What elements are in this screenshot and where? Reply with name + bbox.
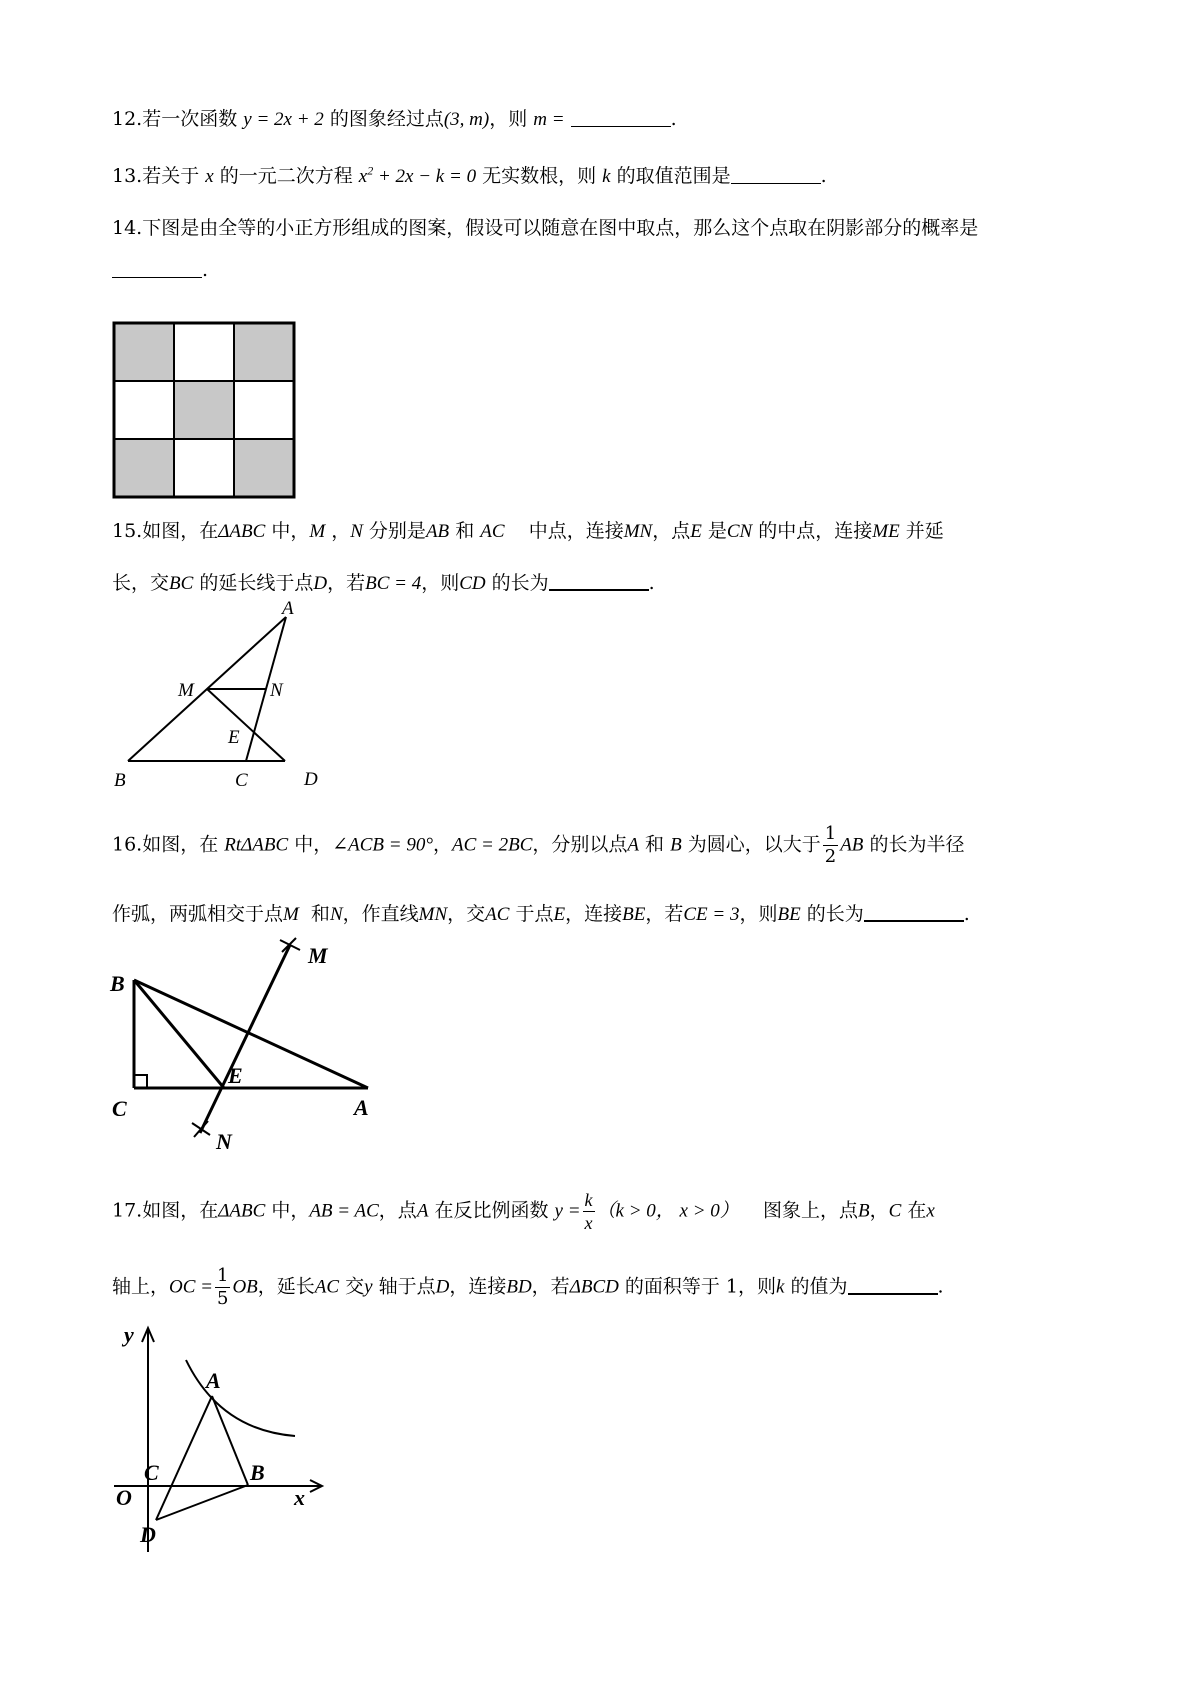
q13-number: 13.	[112, 165, 143, 187]
q15-answer-blank[interactable]	[549, 571, 649, 591]
q15-label-B: B	[114, 770, 126, 791]
q17-label-A: A	[206, 1368, 221, 1393]
question-16-line-2	[112, 899, 970, 926]
q17-text-c: ，点	[378, 1199, 417, 1222]
q16-AC: AC	[485, 904, 510, 925]
q13-x: x	[205, 166, 214, 187]
q17-hyperbola	[186, 1360, 295, 1436]
q17-triangle: ΔABC	[218, 1200, 266, 1222]
q17-text-j: 交	[339, 1275, 365, 1298]
q16-text-l: 于点	[509, 903, 554, 925]
q17-k: k	[776, 1276, 785, 1298]
question-13	[112, 161, 827, 188]
q17-AC: AC	[314, 1276, 340, 1298]
q16-text-o: ，则	[739, 903, 778, 925]
q16-construction-figure	[110, 935, 390, 1155]
q16-text-h: 作弧，两弧相交于点	[112, 903, 284, 925]
q15-BC: BC	[169, 573, 194, 594]
q16-condition: CE = 3	[683, 904, 740, 925]
q15-AC: AC	[480, 521, 505, 542]
q16-text-f: 为圆心，以大于	[681, 833, 821, 856]
q17-coordinate-figure	[110, 1320, 340, 1560]
q14-white-cell	[174, 439, 234, 497]
q15-label-D: D	[304, 769, 318, 790]
q13-answer-blank[interactable]	[731, 165, 821, 184]
q12-point: (3, m)	[443, 109, 490, 130]
q16-line-BE	[134, 980, 224, 1088]
q14-number: 14.	[112, 217, 143, 239]
q15-D: D	[313, 573, 328, 594]
q15-text-j: 并延	[899, 520, 944, 542]
q17-period: .	[937, 1275, 944, 1298]
q16-label-A: A	[354, 1095, 369, 1120]
q17-condition: （k > 0， x > 0）	[596, 1200, 739, 1222]
q12-text-2: 的图象经过点	[323, 108, 444, 130]
q17-frac-den: x	[584, 1213, 593, 1233]
q14-text: 下图是由全等的小正方形组成的图案，假设可以随意在图中取点，那么这个点取在阴影部分的概率是	[142, 217, 979, 239]
q17-BD: BD	[506, 1276, 532, 1298]
q17-text-b: 中，	[265, 1199, 310, 1222]
q13-k: k	[602, 166, 611, 187]
q13-eq-sup: 2	[367, 163, 374, 178]
q17-frac2-den: 5	[216, 1288, 229, 1309]
q16-fraction	[823, 823, 838, 868]
q15-text-b: 中，	[265, 520, 310, 542]
q15-label-N: N	[270, 680, 283, 701]
q15-text-n: ，则	[421, 572, 460, 594]
q17-answer-blank[interactable]	[848, 1275, 938, 1295]
q16-text-c: ，	[432, 833, 452, 856]
q16-E: E	[553, 904, 566, 925]
q14-shaded-cell	[114, 323, 174, 381]
q15-text-o: 的长为	[485, 572, 549, 594]
q15-text-g: ，点	[652, 520, 691, 542]
question-15-line-2	[112, 568, 655, 595]
q17-text: 如图，在	[142, 1199, 219, 1222]
q16-line-MN	[200, 945, 290, 1133]
q12-answer-blank[interactable]	[571, 108, 671, 127]
q17-text-l: ，连接	[449, 1275, 507, 1298]
q16-text-b: 中，	[288, 833, 333, 856]
q17-y-equals: y =	[554, 1200, 581, 1222]
q12-m: m =	[533, 109, 565, 130]
q16-label-N: N	[216, 1129, 232, 1154]
q14-shaded-cell	[174, 381, 234, 439]
q16-right-angle-mark	[134, 1075, 147, 1088]
q16-number: 16.	[112, 833, 143, 856]
q17-B: B	[857, 1200, 870, 1222]
q17-OC: OC =	[169, 1276, 213, 1298]
q15-label-E: E	[228, 727, 240, 748]
q16-frac-den: 2	[824, 846, 837, 867]
q16-frac-num: 1	[824, 823, 837, 844]
q16-BE: BE	[622, 904, 646, 925]
q15-text-f: 中点，连接	[504, 520, 624, 542]
q17-text-i: ，延长	[257, 1275, 315, 1298]
q13-equation	[358, 163, 477, 187]
q15-condition: BC = 4	[365, 573, 422, 594]
q13-text-2: 的一元二次方程	[213, 165, 359, 187]
q15-text-e: 和	[449, 520, 481, 542]
q16-angle: ∠ACB = 90°	[332, 834, 433, 856]
q15-text-c: ，	[325, 520, 351, 542]
q13-text-4: 的取值范围是	[610, 165, 731, 187]
q16-relation: AC = 2BC	[451, 834, 533, 856]
q15-text-h: 是	[701, 520, 727, 542]
q15-number: 15.	[112, 520, 143, 542]
question-16	[112, 823, 964, 868]
q14-square-grid-figure	[112, 321, 296, 497]
q12-period: .	[670, 108, 677, 130]
q17-text-f: ，	[869, 1199, 889, 1222]
q17-text-e: 图象上，点	[738, 1199, 858, 1222]
q17-text-d: 在反比例函数	[428, 1199, 555, 1222]
q15-text-m: ，若	[327, 572, 366, 594]
q16-BE-2: BE	[777, 904, 801, 925]
q12-formula: y = 2x + 2	[243, 109, 324, 130]
q16-label-M: M	[308, 943, 328, 968]
q16-text-m: ，连接	[565, 903, 623, 925]
q15-text-k: 长，交	[112, 572, 170, 594]
q17-fraction	[583, 1189, 595, 1234]
q15-text: 如图，在	[142, 520, 219, 542]
q12-text-3: ，则	[489, 108, 534, 130]
q16-MN: MN	[418, 904, 448, 925]
q14-answer-blank[interactable]	[112, 259, 202, 278]
q16-label-B: B	[110, 971, 125, 996]
q12-number: 12.	[112, 108, 143, 130]
q17-A: A	[416, 1200, 429, 1222]
q13-text-3: 无实数根，则	[476, 165, 603, 187]
q17-C: C	[888, 1200, 902, 1222]
q17-D: D	[435, 1276, 450, 1298]
q16-answer-blank[interactable]	[864, 902, 964, 922]
q14-period: .	[202, 259, 209, 281]
q16-line-BA	[134, 980, 368, 1088]
q17-text-h: 轴上，	[112, 1275, 170, 1298]
q14-white-cell	[234, 381, 294, 439]
q16-triangle: RtΔABC	[224, 834, 289, 856]
q16-M: M	[283, 904, 299, 925]
q15-CD: CD	[459, 573, 486, 594]
q16-N: N	[329, 904, 343, 925]
q17-label-B: B	[250, 1460, 265, 1485]
q17-text-o: 的值为	[784, 1275, 848, 1298]
q13-period: .	[820, 165, 827, 187]
q17-OB: OB	[232, 1276, 258, 1298]
q15-M: M	[309, 521, 326, 542]
q16-period: .	[963, 903, 970, 925]
q16-text-k: ，交	[447, 903, 486, 925]
q15-label-M: M	[178, 680, 194, 701]
q15-triangle: ΔABC	[218, 521, 266, 542]
q17-text-m: ，若	[531, 1275, 570, 1298]
q13-eq-base: x	[358, 166, 368, 187]
q17-equality: AB = AC	[309, 1200, 379, 1222]
q17-frac-num: k	[584, 1190, 593, 1210]
q16-text-i: 和	[298, 903, 330, 925]
q16-text-n: ，若	[645, 903, 684, 925]
q17-number: 17.	[112, 1199, 143, 1222]
q12-text: 若一次函数	[142, 108, 244, 130]
q15-E: E	[690, 521, 702, 542]
q15-MN: MN	[623, 521, 653, 542]
q16-label-E: E	[228, 1063, 243, 1088]
q13-text: 若关于	[142, 165, 206, 187]
q16-text: 如图，在	[142, 833, 225, 856]
q15-label-C: C	[235, 770, 248, 791]
q17-line-AB	[212, 1396, 248, 1485]
q15-triangle-figure	[110, 598, 350, 791]
q16-text-j: ，作直线	[342, 903, 419, 925]
q14-shaded-cell	[114, 439, 174, 497]
q15-AB: AB	[425, 521, 450, 542]
q16-text-e: 和	[639, 833, 671, 856]
q15-text-i: 的中点，连接	[752, 520, 873, 542]
q17-label-O: O	[116, 1485, 132, 1510]
q16-AB: AB	[840, 834, 864, 856]
question-14	[112, 213, 978, 240]
q16-text-g: 的长为半径	[863, 833, 965, 856]
q14-shaded-cell	[234, 323, 294, 381]
q15-CN: CN	[726, 521, 753, 542]
q15-period: .	[648, 572, 655, 594]
q17-label-D: D	[140, 1522, 156, 1547]
q16-text-d: ，分别以点	[532, 833, 628, 856]
q17-text-k: 轴于点	[372, 1275, 436, 1298]
q17-y-axis: y	[364, 1276, 373, 1298]
q14-shaded-cell	[234, 439, 294, 497]
q17-frac2-num: 1	[216, 1265, 229, 1286]
q15-ME: ME	[872, 521, 900, 542]
q15-text-d: 分别是	[362, 520, 426, 542]
q17-text-n: 的面积等于 1，则	[618, 1275, 777, 1298]
q17-label-C: C	[144, 1460, 159, 1485]
q17-triangle-2: ΔBCD	[569, 1276, 619, 1298]
q16-B: B	[670, 834, 682, 856]
q13-eq-rest: + 2x − k = 0	[373, 166, 477, 187]
q14-white-cell	[114, 381, 174, 439]
question-12	[112, 104, 677, 131]
question-17	[112, 1189, 935, 1234]
q14-white-cell	[174, 323, 234, 381]
q15-text-l: 的延长线于点	[193, 572, 314, 594]
q16-label-C: C	[112, 1096, 127, 1121]
q17-label-y: y	[124, 1322, 134, 1347]
q15-label-A: A	[282, 598, 294, 619]
q16-A: A	[627, 834, 639, 856]
q17-x: x	[926, 1200, 935, 1222]
q16-arc-mark-N-2	[194, 1121, 208, 1137]
question-14-line-2	[112, 259, 208, 281]
question-15	[112, 516, 944, 543]
q16-text-p: 的长为	[800, 903, 864, 925]
q15-N: N	[350, 521, 363, 542]
q17-label-x: x	[294, 1485, 305, 1510]
q17-fraction-2	[215, 1265, 230, 1310]
q17-text-g: 在	[901, 1199, 927, 1222]
question-17-line-2	[112, 1265, 944, 1310]
